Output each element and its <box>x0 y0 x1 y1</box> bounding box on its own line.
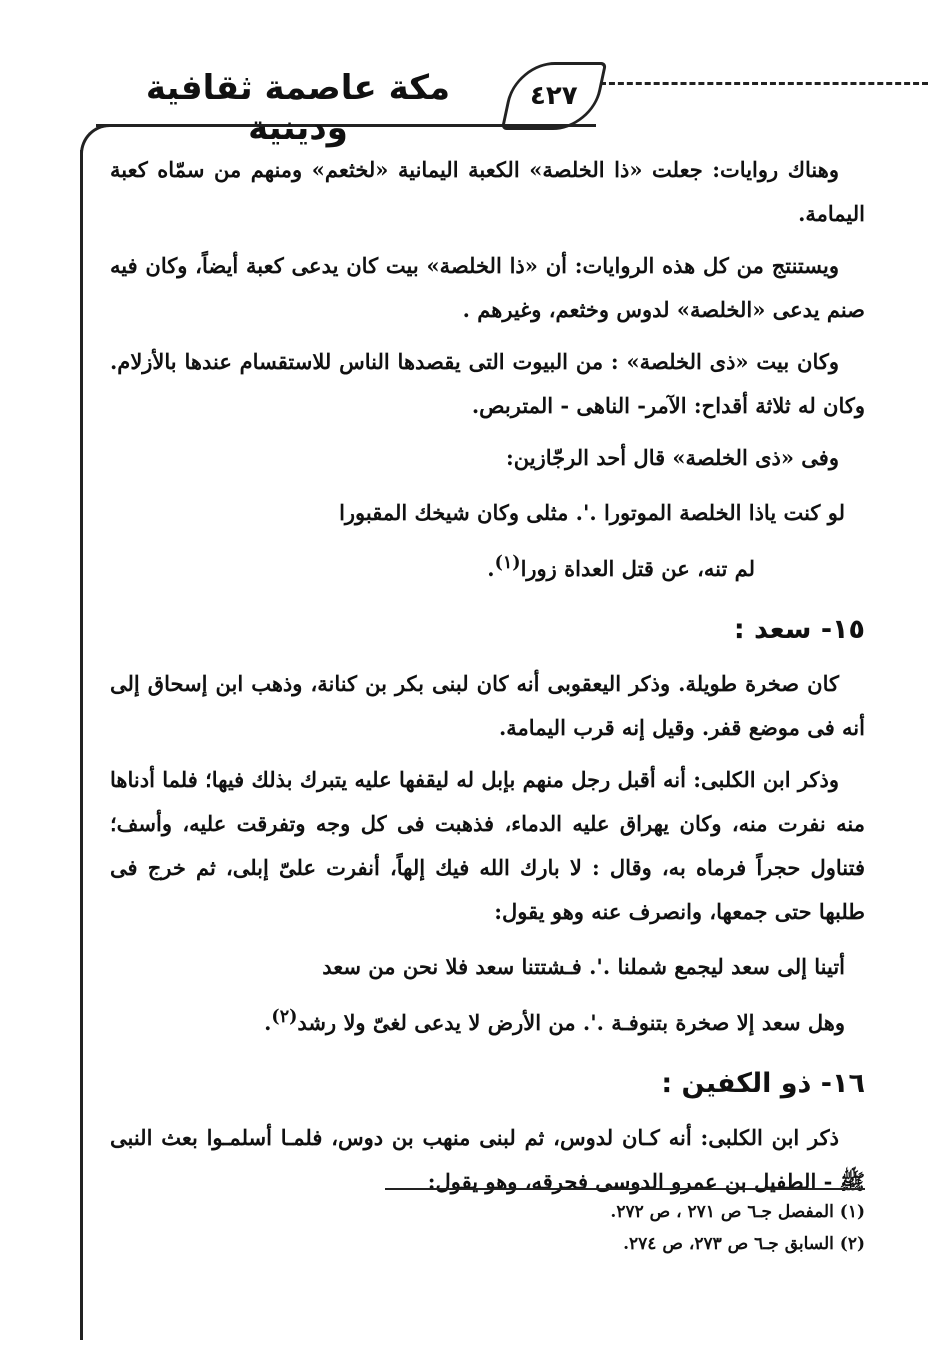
page-body <box>110 148 865 1212</box>
verse-line: أتينا إلى سعد ليجمع شملنا .'. فـشتتنا سعد فلا نحن من سعد <box>322 954 845 979</box>
verse-line: لم تنه، عن قتل العداة زورا$^{(١)}$. <box>487 553 755 581</box>
footnote: (١) المفصل جـ٦ ص ٢٧١ ، ص ٢٧٢. <box>610 1202 865 1222</box>
paragraph: وفى «ذى الخلصة» قال أحد الرجّازين: <box>506 445 839 470</box>
footnote-separator <box>385 1188 865 1190</box>
paragraph: وذكر ابن الكلبى: أنه أقبل رجل منهم بإبل له ليقفها عليه يتبرك بذلك فيها؛ فلما أدناها منه نفرت منه، وكان يهراق عليه الدماء، فذهبت فى كل وجه وتفرقت عليه، وأسف؛ فتناول حجراً فرماه به، وقال : لا بارك الله فيك إلهاً، أنفرت علىّ إبلى، ثم خرج فى طلبها حتى جمعها، وانصرف عنه وهو يقول: <box>110 767 865 924</box>
poem-verse <box>110 488 865 594</box>
frame-left-border <box>80 150 83 1340</box>
section-heading: ١٦- ذو الكفين : <box>661 1068 865 1099</box>
footnote-ref: (٢) <box>271 1007 298 1027</box>
verse-line: لو كنت ياذا الخلصة الموتورا .'. مثلى وكان شيخك المقبورا <box>339 500 845 525</box>
paragraph: ذكر ابن الكلبى: أنه كـان لدوس، ثم لبنى منهب بن دوس، فلمـا أسلمـوا بعث النبى ﷺ - الطفيل بن عمرو الدوسى فحرقه، وهو يقول: <box>110 1125 865 1194</box>
section-heading: ١٥- سعد : <box>733 614 865 645</box>
page-number-scroll-icon <box>501 62 607 130</box>
header-dashed-line <box>600 82 928 85</box>
footnote-ref: (١) <box>494 553 521 573</box>
poem-verse <box>110 942 865 1048</box>
footnotes <box>385 1196 865 1260</box>
page-number: ٤٢٧ <box>530 81 578 111</box>
paragraph: وهناك روايات: جعلت «ذا الخلصة» الكعبة اليمانية «لخثعم» ومنهم من سمّاه كعبة اليمامة. <box>110 157 865 226</box>
verse-line: وهل سعد إلا صخرة بتنوفـة .'. من الأرض لا يدعى لغىّ ولا رشد$^{(٢)}$. <box>264 1007 845 1035</box>
footnote: (٢) السابق جـ٦ ص ٢٧٣، ص ٢٧٤. <box>623 1234 865 1254</box>
paragraph: كان صخرة طويلة. وذكر اليعقوبى أنه كان لبنى بكر بن كنانة، وذهب ابن إسحاق إلى أنه فى موضع قفر. وقيل إنه قرب اليمامة. <box>110 671 865 740</box>
paragraph: ويستنتج من كل هذه الروايات: أن «ذا الخلصة» بيت كان يدعى كعبة أيضاً، وكان فيه صنم يدعى «الخلصة» لدوس وخثعم، وغيرهم . <box>110 253 865 322</box>
page-running-title: مكة عاصمة ثقافية ودينية <box>145 68 451 148</box>
paragraph: وكان بيت «ذى الخلصة» : من البيوت التى يقصدها الناس للاستقسام عندها بالأزلام. وكان له ثلاثة أقداح: الآمر- الناهى - المتربص. <box>110 349 865 418</box>
